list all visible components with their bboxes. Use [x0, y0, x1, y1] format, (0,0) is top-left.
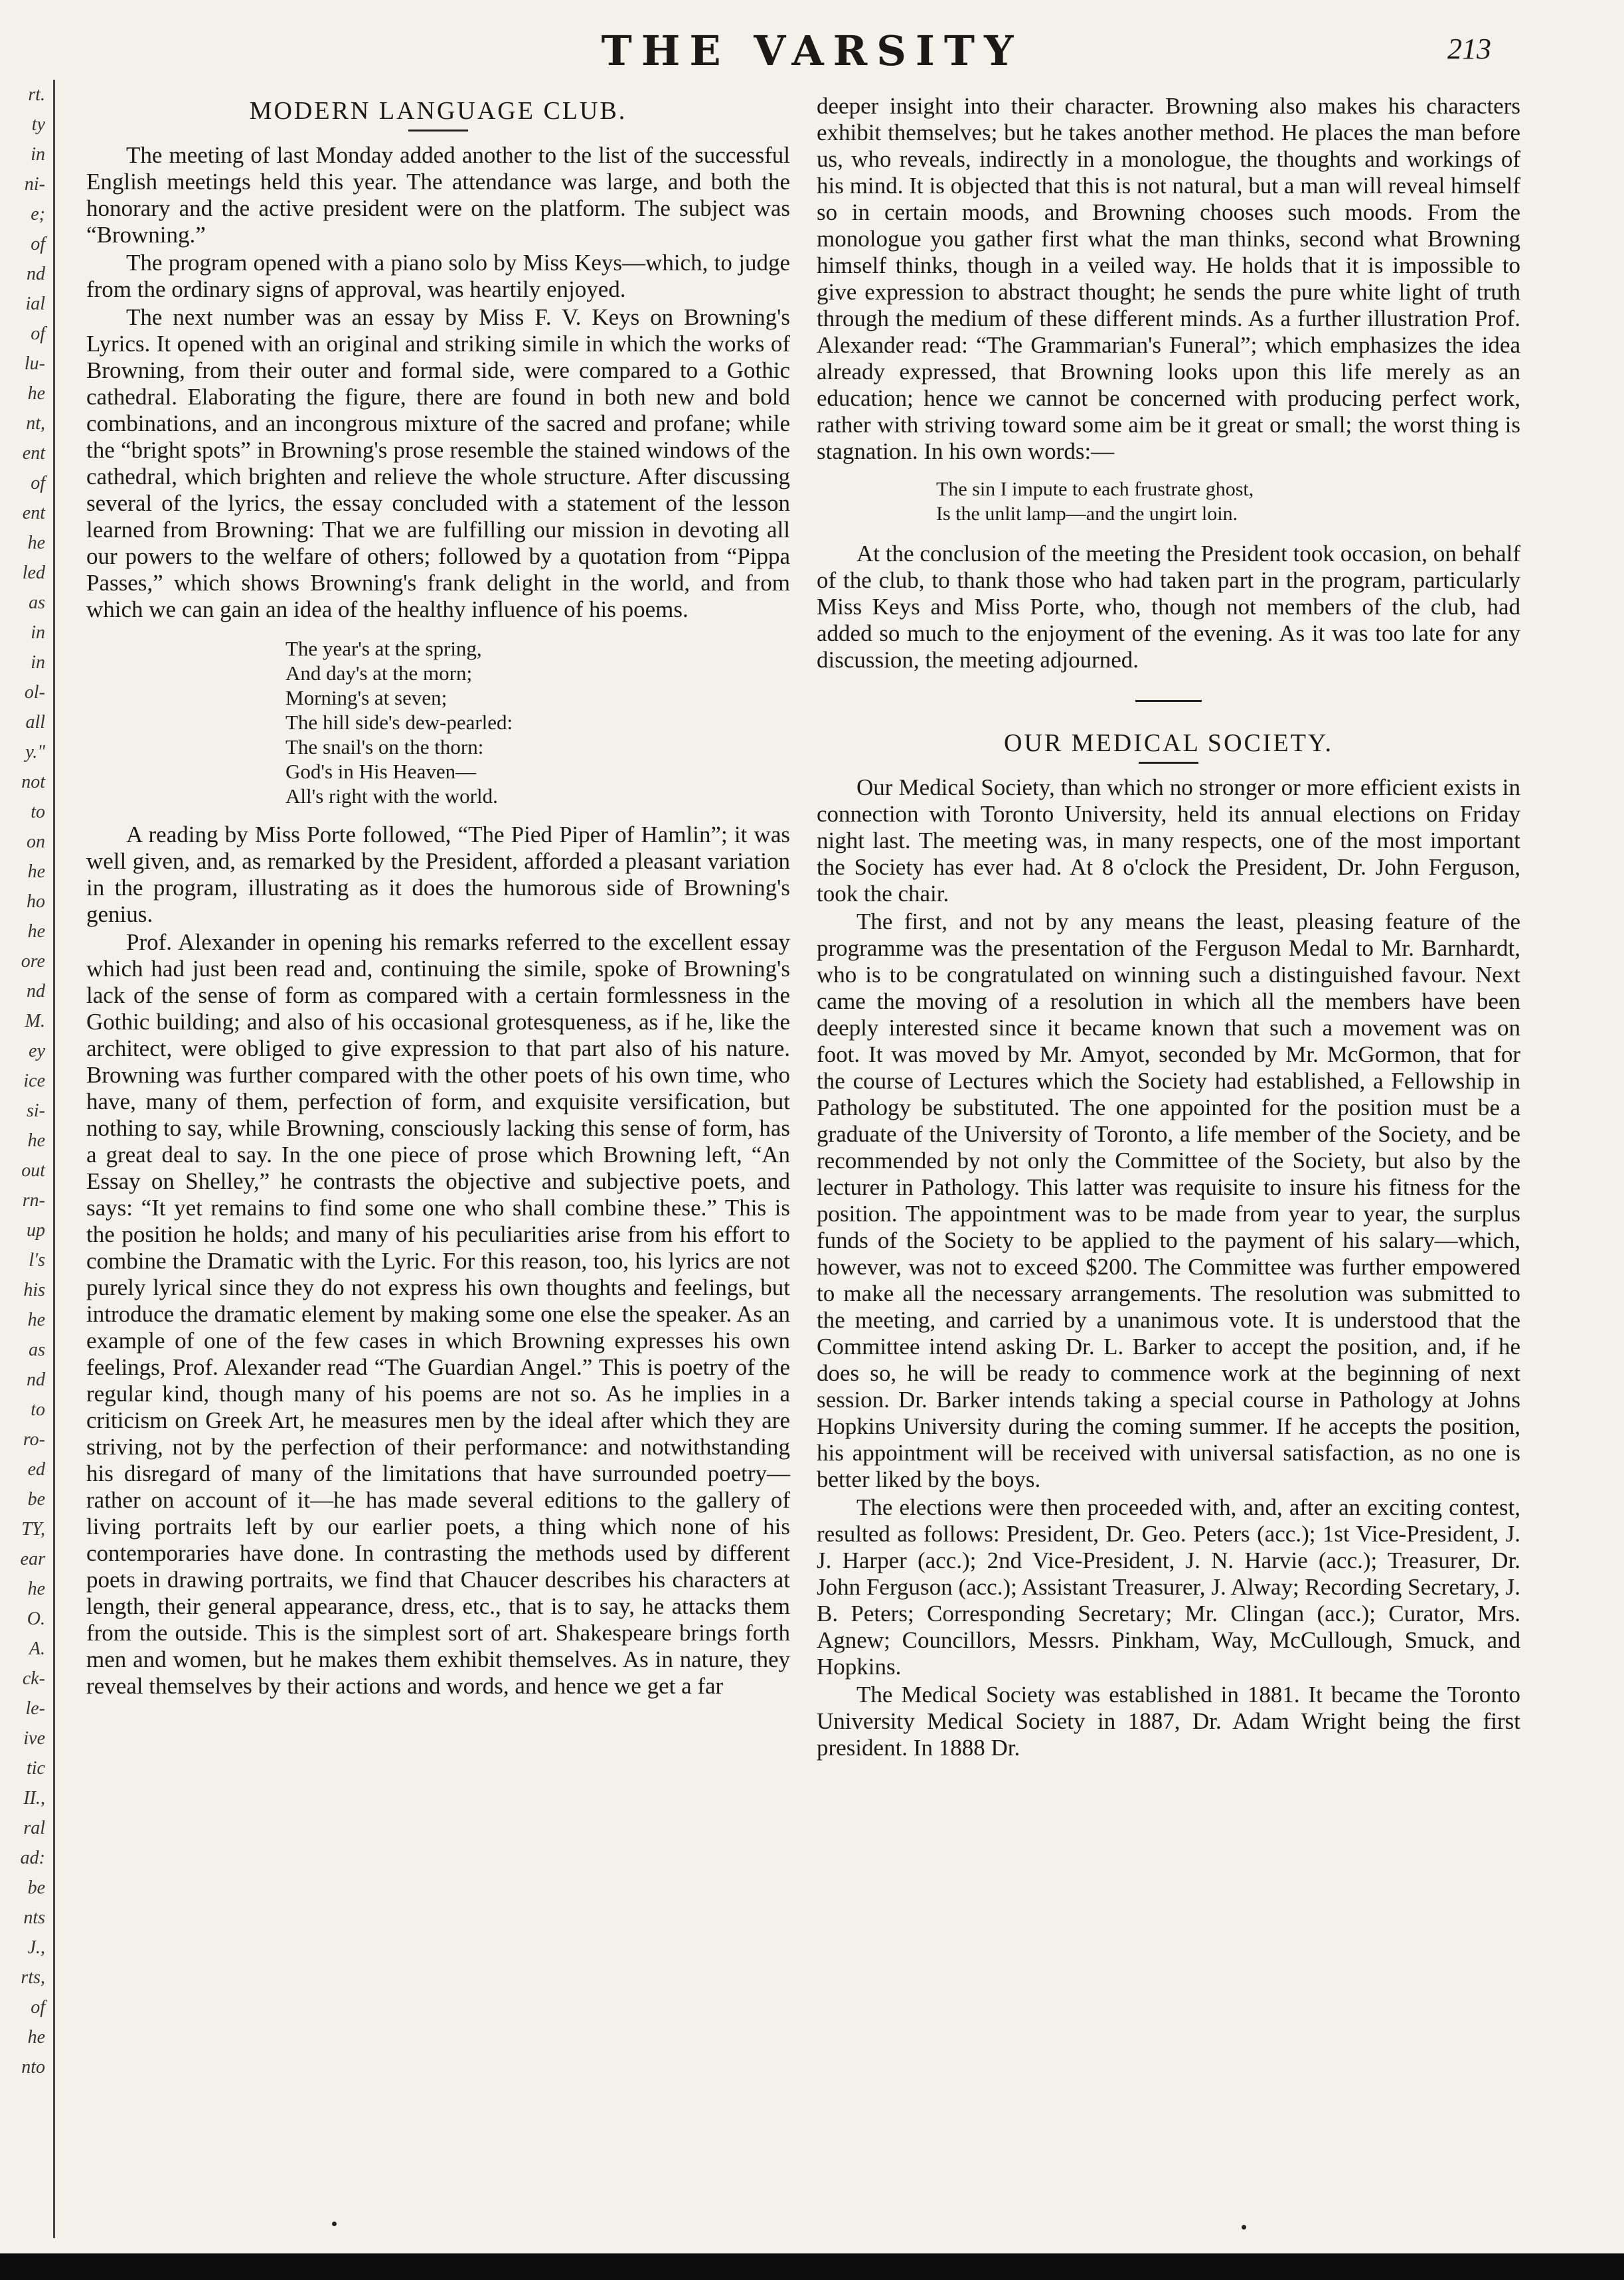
- margin-fragment: nto: [21, 2057, 45, 2077]
- page-number: 213: [1447, 33, 1491, 65]
- margin-fragment: e;: [31, 204, 45, 224]
- margin-fragment: ore: [21, 951, 45, 972]
- paragraph: The meeting of last Monday added another to the list of the successful English meetings held this year. The attendance was large, and both the honorary and the active president were on the platform. The subject was “Browning.”: [86, 142, 790, 248]
- margin-fragment: l's: [29, 1250, 45, 1271]
- margin-fragment: ed: [27, 1459, 45, 1480]
- margin-fragment: ty: [31, 114, 45, 135]
- margin-fragment: lu-: [24, 353, 45, 374]
- paragraph: At the conclusion of the meeting the President took occasion, on behalf of the club, to thank those who had taken part in the program, particularly Miss Keys and Miss Porte, who, though not members of the club, had added so much to the enjoyment of the evening. As it was too late for any discussion, the meeting adjourned.: [817, 541, 1520, 673]
- paragraph: A reading by Miss Porte followed, “The Pied Piper of Hamlin”; it was well given, and, as remarked by the President, afforded a pleasant variation in the program, illustrating as it does the humorous side of Browning's genius.: [86, 822, 790, 927]
- margin-fragment: nd: [27, 264, 45, 284]
- margin-fragment: up: [27, 1220, 45, 1241]
- margin-fragment: M.: [25, 1011, 45, 1031]
- margin-fragment: le-: [25, 1698, 45, 1719]
- margin-fragment: rt.: [28, 84, 45, 105]
- verse-line: The hill side's dew-pearled:: [285, 711, 513, 734]
- verse-line: All's right with the world.: [285, 784, 498, 808]
- margin-fragment: ey: [29, 1041, 45, 1061]
- margin-fragment: ol-: [24, 682, 45, 703]
- margin-fragment: of: [31, 234, 45, 254]
- verse-line: And day's at the morn;: [285, 661, 473, 685]
- margin-fragment: ent: [22, 443, 45, 464]
- margin-fragment: ho: [27, 891, 45, 912]
- section-heading-medical-society: OUR MEDICAL SOCIETY.: [1004, 729, 1333, 757]
- paragraph: The Medical Society was established in 1881. It became the Toronto University Medical Society in 1887, Dr. Adam Wright being the first president. In 1888 Dr.: [817, 1682, 1520, 1761]
- margin-fragment: in: [31, 622, 45, 643]
- margin-fragment: in: [31, 652, 45, 673]
- verse-line: The sin I impute to each frustrate ghost,: [936, 478, 1254, 500]
- section-heading-modern-language-club: MODERN LANGUAGE CLUB.: [249, 97, 627, 125]
- margin-fragment: ent: [22, 503, 45, 523]
- margin-fragment: y.": [25, 742, 45, 762]
- paragraph: The elections were then proceeded with, and, after an exciting contest, resulted as follows: President, Dr. Geo. Peters (acc.); 1st Vice-President, J. J. Harper (acc.); 2nd Vice-President, J. N. Harvie (acc.); Treasurer, Dr. John Ferguson (acc.); Assistant Treasurer, J. Alway; Recording Secretary, J. B. Peters; Corresponding Secretary; Mr. Clingan (acc.); Curator, Mrs. Agnew; Councillors, Messrs. Pinkham, Way, McCullough, Smuck, and Hopkins.: [817, 1494, 1520, 1680]
- paragraph: The program opened with a piano solo by Miss Keys—which, to judge from the ordinary signs of approval, was heartily enjoyed.: [86, 250, 790, 302]
- margin-fragment: ial: [25, 294, 45, 314]
- margin-fragment: nd: [27, 981, 45, 1002]
- margin-fragment: si-: [27, 1100, 45, 1121]
- right-column: [817, 93, 1520, 1763]
- margin-fragment: ice: [23, 1071, 45, 1091]
- margin-fragment: as: [29, 1340, 45, 1360]
- poem-quotation: [936, 477, 1520, 526]
- margin-fragment: TY,: [21, 1519, 45, 1539]
- print-speck: [1242, 2225, 1246, 2230]
- margin-fragment: he: [27, 1130, 45, 1151]
- left-column: [86, 96, 790, 1701]
- margin-fragment: tic: [27, 1758, 45, 1779]
- verse-line: The year's at the spring,: [285, 637, 482, 660]
- margin-fragment: in: [31, 144, 45, 165]
- margin-fragment: on: [27, 832, 45, 852]
- page-edge-shadow: [0, 2253, 1624, 2280]
- adjacent-page-fragments: [0, 80, 49, 2232]
- verse-line: The snail's on the thorn:: [285, 735, 484, 758]
- margin-fragment: all: [25, 712, 45, 733]
- margin-fragment: nts: [23, 1907, 45, 1928]
- margin-fragment: nt,: [26, 413, 45, 434]
- margin-fragment: O.: [27, 1609, 45, 1629]
- margin-fragment: of: [31, 473, 45, 493]
- margin-fragment: of: [31, 1997, 45, 2018]
- paragraph: Prof. Alexander in opening his remarks referred to the excellent essay which had just been read and, continuing the simile, spoke of Browning's lack of the sense of form as compared with a certain formlessness in the Gothic building; and also of his occasional grotesqueness, as if he, like the architect, were obliged to give expression to that part also of his nature. Browning was further compared with the other poets of his own time, who have, many of them, perfection of form, and exquisite versification, but nothing to say, while Browning, consciously lacking this sense of form, has a great deal to say. In the one piece of prose which Browning left, “An Essay on Shelley,” he contrasts the objective and subjective poets, and says: “It yet remains to find some one who shall combine these.” This is the position he holds; and many of his peculiarities arise from his effort to combine the Dramatic with the Lyric. For this reason, too, his lyrics are not purely lyrical since they do not express his own thoughts and feelings, but introduce the dramatic element by making some one else the speaker. As an example of one of the few cases in which Browning expresses his own feelings, Prof. Alexander read “The Guardian Angel.” This is poetry of the regular kind, though many of his poems are not so. As he implies in a criticism on Greek Art, he measures men by the ideal after which they are striving, not by the perfection of their performance: and notwithstanding his disregard of many of the limitations that have surrounded poetry—rather on account of it—he has made several editions to the gallery of living portraits left by our earlier poets, a thing which none of his contemporaries have done. In contrasting the methods used by different poets in drawing portraits, we find that Chaucer describes his characters at length, their general appearance, dress, etc., that is to say, he attacks them from the outside. This is the simplest sort of art. Shakespeare brings forth men and women, but he makes them exhibit themselves. As in nature, they reveal themselves by their actions and words, and hence we get a far: [86, 929, 790, 1699]
- poem-quotation: [285, 636, 790, 808]
- masthead: THE VARSITY: [601, 27, 1023, 75]
- margin-fragment: he: [27, 921, 45, 942]
- paragraph: Our Medical Society, than which no stronger or more efficient exists in connection with Toronto University, held its annual elections on Friday night last. The meeting was, in many respects, one of the most important the Society has ever had. At 8 o'clock the President, Dr. John Ferguson, took the chair.: [817, 774, 1520, 907]
- margin-fragment: ive: [23, 1728, 45, 1749]
- margin-fragment: ro-: [23, 1429, 45, 1450]
- print-speck: [332, 2222, 337, 2226]
- margin-fragment: not: [21, 772, 45, 792]
- page-header: [0, 27, 1624, 73]
- margin-fragment: be: [27, 1878, 45, 1898]
- margin-fragment: ad:: [20, 1848, 45, 1868]
- heading-rule: [408, 130, 468, 132]
- margin-fragment: he: [27, 861, 45, 882]
- margin-fragment: he: [27, 533, 45, 553]
- margin-fragment: II.,: [23, 1788, 45, 1808]
- margin-fragment: led: [22, 563, 45, 583]
- margin-fragment: be: [27, 1489, 45, 1510]
- verse-line: Morning's at seven;: [285, 686, 447, 709]
- margin-fragment: to: [31, 802, 45, 822]
- paragraph: The next number was an essay by Miss F. V. Keys on Browning's Lyrics. It opened with an original and striking simile in which the works of Browning, from their outer and formal side, were compared to a Gothic cathedral. Elaborating the figure, there are found in both new and bold combinations, and an incongrous mixture of the sacred and profane; while the “bright spots” in Browning's prose resemble the stained windows of the cathedral, which brighten and relieve the whole structure. After discussing several of the lyrics, the essay concluded with a statement of the lesson learned from Browning: That we are fulfilling our mission in devoting all our powers to the welfare of others; followed by a quotation from “Pippa Passes,” which shows Browning's frank delight in the world, and from which we can gain an idea of the healthy influence of his poems.: [86, 304, 790, 622]
- margin-fragment: he: [27, 383, 45, 404]
- margin-fragment: ni-: [24, 174, 45, 195]
- margin-fragment: J.,: [27, 1937, 45, 1958]
- paragraph: The first, and not by any means the least, pleasing feature of the programme was the presentation of the Ferguson Medal to Mr. Barnhardt, who is to be congratulated on winning such a distinguished favour. Next came the moving of a resolution in which all the members have been deeply interested since it became known that such a movement was on foot. It was moved by Mr. Amyot, seconded by Mr. McGormon, that for the course of Lectures which the Society had established, a Fellowship in Pathology be substituted. The one appointed for the position must be a graduate of the University of Toronto, a life member of the Society, and be recommended by not only the Committee of the Society, but also by the lecturer in Pathology. This latter was requisite to insure his fitness for the position. The appointment was to be made from year to year, the surplus funds of the Society to be applied to the payment of his salary—which, however, was not to exceed $200. The Committee was further empowered to make all the necessary arrangements. The resolution was submitted to the meeting, and carried by a unanimous vote. It is understood that the Committee intend asking Dr. L. Barker to accept the position, and, if he does so, he will be ready to commence work at the beginning of next session. Dr. Barker intends taking a special course in Pathology at Johns Hopkins University during the coming summer. If he accepts the position, his appointment will be received with universal satisfaction, as no one is better liked by the boys.: [817, 909, 1520, 1492]
- paragraph: deeper insight into their character. Browning also makes his characters exhibit themselves; but he takes another method. He places the man before us, who reveals, indirectly in a monologue, the thoughts and workings of his mind. It is objected that this is not natural, but a man will reveal himself so in certain moods, and Browning chooses such moods. From the monologue you gather first what the man thinks, second what Browning himself thinks, though in a veiled way. He holds that it is impossible to give expression to abstract thought; he sends the pure white light of truth through the medium of these different minds. As a further illustration Prof. Alexander read: “The Grammarian's Funeral”; which emphasizes the idea already expressed, that Browning looks upon this life merely as an education; hence we cannot be concerned with producing perfect work, rather with striving toward some aim be it great or small; the worst thing is stagnation. In his own words:—: [817, 93, 1520, 464]
- heading-rule: [1139, 762, 1198, 764]
- margin-fragment: nd: [27, 1369, 45, 1390]
- section-separator: [1135, 700, 1202, 702]
- margin-fragment: ck-: [22, 1668, 45, 1689]
- verse-line: God's in His Heaven—: [285, 760, 477, 783]
- margin-fragment: as: [29, 592, 45, 613]
- verse-line: Is the unlit lamp—and the ungirt loin.: [936, 503, 1238, 525]
- margin-fragment: out: [21, 1160, 45, 1181]
- margin-fragment: he: [27, 2027, 45, 2048]
- margin-fragment: to: [31, 1399, 45, 1420]
- margin-fragment: ear: [20, 1549, 45, 1569]
- margin-fragment: of: [31, 323, 45, 344]
- margin-fragment: his: [23, 1280, 45, 1300]
- margin-fragment: rn-: [22, 1190, 45, 1211]
- margin-fragment: rts,: [21, 1967, 45, 1988]
- margin-fragment: he: [27, 1579, 45, 1599]
- margin-fragment: A.: [29, 1638, 45, 1659]
- margin-fragment: he: [27, 1310, 45, 1330]
- gutter-rule: [53, 80, 55, 2238]
- margin-fragment: ral: [23, 1818, 45, 1838]
